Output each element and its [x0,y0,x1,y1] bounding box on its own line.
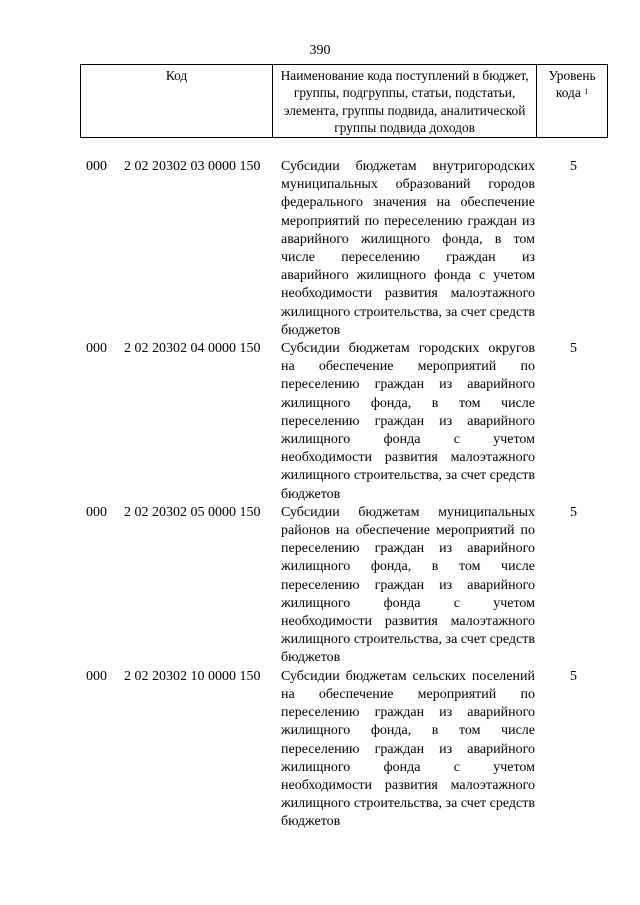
footnote-marker: 1 [584,87,589,97]
revenue-name: Субсидии бюджетам внутригородских муниципальных образований городов федерального значения на обеспечение мероприятий по переселению граждан из аварийного жилищного фонда, в том числе переселению граждан из аварийного жилищного фонда с учетом необходимости развития малоэтажного жилищного строительства, за счет средств бюджетов [281,159,535,338]
header-level-label: Уровень кода $^1$ [548,68,596,101]
revenue-code: 2 02 20302 04 0000 150 [124,341,261,357]
admin-code: 000 [86,159,107,174]
header-code-cell [81,65,273,138]
table-row [80,340,608,504]
table-row [80,668,608,832]
admin-code: 000 [86,668,107,684]
admin-code: 000 [86,504,107,520]
code-level: 5 [570,668,577,684]
revenue-code: 2 02 20302 10 0000 150 [124,668,261,684]
header-level-cell [537,65,608,138]
code-level: 5 [570,159,577,174]
table-body [80,158,608,832]
revenue-name: Субсидии бюджетам городских округов на обеспечение мероприятий по переселению граждан из аварийного жилищного фонда, в том числе переселению граждан из аварийного жилищного фонда с учетом необходимости развития малоэтажного жилищного строительства, за счет средств бюджетов [281,341,535,502]
code-level: 5 [570,504,577,520]
revenue-name: Субсидии бюджетам сельских поселений на обеспечение мероприятий по переселению граждан из аварийного жилищного фонда, в том числе переселению граждан из аварийного жилищного фонда с учетом необходимости развития малоэтажного жилищного строительства, за счет средств бюджетов [281,668,535,830]
revenue-code: 2 02 20302 05 0000 150 [124,504,261,520]
header-code-label: Код [165,68,188,83]
header-name-cell [273,65,537,138]
table-row [80,504,608,668]
revenue-name: Субсидии бюджетам муниципальных районов на обеспечение мероприятий по переселению граждан из аварийного жилищного фонда, в том числе переселению граждан из аварийного жилищного фонда с учетом необходимости развития малоэтажного жилищного строительства, за счет средств бюджетов [281,504,535,666]
admin-code: 000 [86,341,107,357]
table-row [80,158,608,340]
revenue-code: 2 02 20302 03 0000 150 [124,159,261,174]
table-header [80,64,608,138]
code-level: 5 [570,341,577,357]
page-number: 390 [309,43,331,58]
header-name-label: Наименование кода поступлений в бюджет, группы, подгруппы, статьи, подстатьи, элемента, группы подвида, аналитической группы подвида доходов [280,68,529,136]
